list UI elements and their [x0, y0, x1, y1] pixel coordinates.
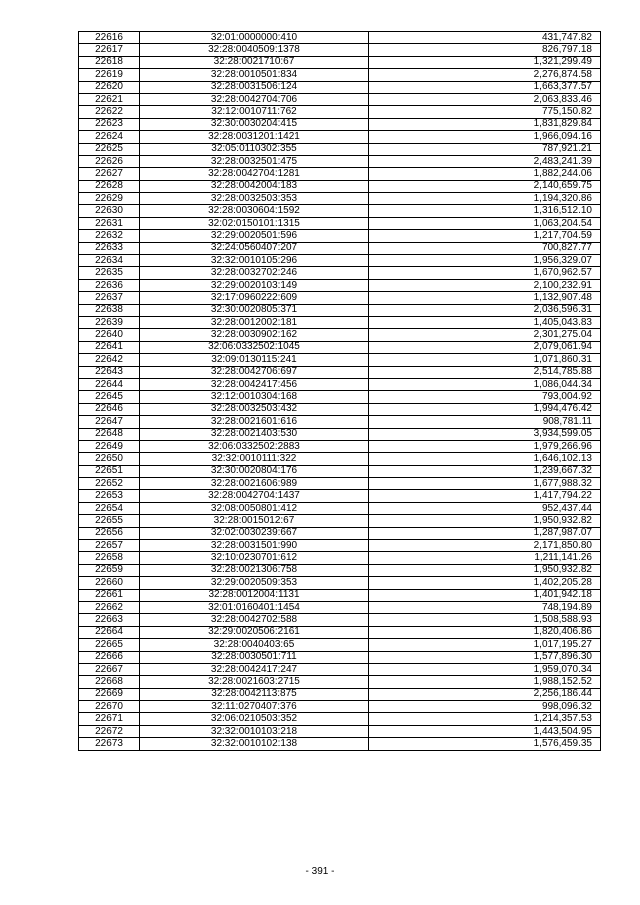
- row-number-cell: 22657: [79, 540, 140, 552]
- table-row: [79, 304, 601, 316]
- row-number-cell: 22646: [79, 403, 140, 415]
- cadastral-number-cell: 32:28:0032702:246: [140, 267, 369, 279]
- table-row: [79, 267, 601, 279]
- cadastral-number-cell: 32:28:0040509:1378: [140, 44, 369, 56]
- table-row: [79, 626, 601, 638]
- value-cell: 1,217,704.59: [369, 230, 601, 242]
- row-number-cell: 22647: [79, 416, 140, 428]
- value-cell: 748,194.89: [369, 601, 601, 613]
- cadastral-number-cell: 32:28:0031201:1421: [140, 131, 369, 143]
- cadastral-number-cell: 32:28:0042004:183: [140, 180, 369, 192]
- row-number-cell: 22649: [79, 440, 140, 452]
- row-number-cell: 22673: [79, 738, 140, 750]
- cadastral-number-cell: 32:02:0150101:1315: [140, 217, 369, 229]
- value-cell: 793,004.92: [369, 391, 601, 403]
- table-row: [79, 564, 601, 576]
- table-row: [79, 316, 601, 328]
- table-row: [79, 391, 601, 403]
- row-number-cell: 22622: [79, 106, 140, 118]
- table-row: [79, 403, 601, 415]
- row-number-cell: 22663: [79, 614, 140, 626]
- value-cell: 1,132,907.48: [369, 292, 601, 304]
- row-number-cell: 22641: [79, 341, 140, 353]
- cadastral-number-cell: 32:32:0010111:322: [140, 453, 369, 465]
- table-row: [79, 688, 601, 700]
- table-row: [79, 242, 601, 254]
- cadastral-number-cell: 32:30:0020805:371: [140, 304, 369, 316]
- cadastral-number-cell: 32:01:0160401:1454: [140, 601, 369, 613]
- value-cell: 1,577,896.30: [369, 651, 601, 663]
- row-number-cell: 22634: [79, 255, 140, 267]
- table-row: [79, 180, 601, 192]
- row-number-cell: 22628: [79, 180, 140, 192]
- value-cell: 3,934,599.05: [369, 428, 601, 440]
- table-row: [79, 701, 601, 713]
- cadastral-number-cell: 32:28:0021603:2715: [140, 676, 369, 688]
- cadastral-number-cell: 32:28:0021403:530: [140, 428, 369, 440]
- table-row: [79, 341, 601, 353]
- cadastral-number-cell: 32:28:0042704:1281: [140, 168, 369, 180]
- table-row: [79, 354, 601, 366]
- row-number-cell: 22623: [79, 118, 140, 130]
- value-cell: 1,950,932.82: [369, 515, 601, 527]
- table-row: [79, 81, 601, 93]
- value-cell: 1,959,070.34: [369, 663, 601, 675]
- row-number-cell: 22658: [79, 552, 140, 564]
- value-cell: 2,100,232.91: [369, 279, 601, 291]
- row-number-cell: 22643: [79, 366, 140, 378]
- value-cell: 1,017,195.27: [369, 639, 601, 651]
- cadastral-number-cell: 32:28:0040403:65: [140, 639, 369, 651]
- value-cell: 2,036,596.31: [369, 304, 601, 316]
- row-number-cell: 22629: [79, 193, 140, 205]
- table-row: [79, 155, 601, 167]
- value-cell: 1,214,357.53: [369, 713, 601, 725]
- cadastral-number-cell: 32:28:0021606:989: [140, 478, 369, 490]
- cadastral-number-cell: 32:32:0010103:218: [140, 725, 369, 737]
- cadastral-number-cell: 32:28:0042704:1437: [140, 490, 369, 502]
- value-cell: 1,576,459.35: [369, 738, 601, 750]
- table-row: [79, 292, 601, 304]
- row-number-cell: 22652: [79, 478, 140, 490]
- row-number-cell: 22651: [79, 465, 140, 477]
- page-number: - 391 -: [305, 866, 335, 877]
- row-number-cell: 22640: [79, 329, 140, 341]
- cadastral-number-cell: 32:17:0960222:609: [140, 292, 369, 304]
- row-number-cell: 22627: [79, 168, 140, 180]
- table-row: [79, 540, 601, 552]
- table-row: [79, 738, 601, 750]
- cadastral-number-cell: 32:08:0050801:412: [140, 502, 369, 514]
- cadastral-number-cell: 32:30:0020804:176: [140, 465, 369, 477]
- row-number-cell: 22654: [79, 502, 140, 514]
- table-row: [79, 32, 601, 44]
- cadastral-number-cell: 32:28:0042417:247: [140, 663, 369, 675]
- row-number-cell: 22671: [79, 713, 140, 725]
- table-row: [79, 589, 601, 601]
- cadastral-number-cell: 32:28:0030902:162: [140, 329, 369, 341]
- cadastral-number-cell: 32:12:0010711:762: [140, 106, 369, 118]
- row-number-cell: 22667: [79, 663, 140, 675]
- row-number-cell: 22656: [79, 527, 140, 539]
- table-row: [79, 478, 601, 490]
- cadastral-number-cell: 32:28:0030604:1592: [140, 205, 369, 217]
- cadastral-number-cell: 32:32:0010102:138: [140, 738, 369, 750]
- row-number-cell: 22637: [79, 292, 140, 304]
- row-number-cell: 22626: [79, 155, 140, 167]
- table-row: [79, 279, 601, 291]
- cadastral-number-cell: 32:28:0031501:990: [140, 540, 369, 552]
- table-row: [79, 106, 601, 118]
- table-row: [79, 143, 601, 155]
- row-number-cell: 22660: [79, 577, 140, 589]
- value-cell: 1,670,962.57: [369, 267, 601, 279]
- table-row: [79, 416, 601, 428]
- table-row: [79, 577, 601, 589]
- value-cell: 1,417,794.22: [369, 490, 601, 502]
- table-row: [79, 69, 601, 81]
- value-cell: 2,276,874.58: [369, 69, 601, 81]
- row-number-cell: 22659: [79, 564, 140, 576]
- value-cell: 1,831,829.84: [369, 118, 601, 130]
- cadastral-number-cell: 32:05:0110302:355: [140, 143, 369, 155]
- table-row: [79, 601, 601, 613]
- table-row: [79, 230, 601, 242]
- cadastral-number-cell: 32:28:0021306:758: [140, 564, 369, 576]
- cadastral-number-cell: 32:28:0021601:616: [140, 416, 369, 428]
- table-row: [79, 131, 601, 143]
- table-row: [79, 490, 601, 502]
- cadastral-number-cell: 32:11:0270407:376: [140, 701, 369, 713]
- value-cell: 700,827.77: [369, 242, 601, 254]
- value-cell: 2,171,850.80: [369, 540, 601, 552]
- value-cell: 1,194,320.86: [369, 193, 601, 205]
- table-row: [79, 465, 601, 477]
- table-row: [79, 651, 601, 663]
- value-cell: 1,646,102.13: [369, 453, 601, 465]
- table-row: [79, 93, 601, 105]
- cadastral-number-cell: 32:24:0560407:207: [140, 242, 369, 254]
- table-row: [79, 440, 601, 452]
- table-row: [79, 255, 601, 267]
- table-row: [79, 713, 601, 725]
- table-row: [79, 527, 601, 539]
- cadastral-number-cell: 32:32:0010105:296: [140, 255, 369, 267]
- table-row: [79, 217, 601, 229]
- value-cell: 2,483,241.39: [369, 155, 601, 167]
- row-number-cell: 22632: [79, 230, 140, 242]
- table-body: [79, 32, 601, 751]
- value-cell: 2,079,061.94: [369, 341, 601, 353]
- value-cell: 1,677,988.32: [369, 478, 601, 490]
- value-cell: 1,663,377.57: [369, 81, 601, 93]
- cadastral-number-cell: 32:12:0010304:168: [140, 391, 369, 403]
- cadastral-number-cell: 32:30:0030204:415: [140, 118, 369, 130]
- value-cell: 1,882,244.06: [369, 168, 601, 180]
- table-row: [79, 205, 601, 217]
- value-cell: 998,096.32: [369, 701, 601, 713]
- row-number-cell: 22655: [79, 515, 140, 527]
- cadastral-number-cell: 32:29:0020506:2161: [140, 626, 369, 638]
- table-row: [79, 366, 601, 378]
- cadastral-number-cell: 32:28:0042702:588: [140, 614, 369, 626]
- row-number-cell: 22644: [79, 378, 140, 390]
- value-cell: 2,514,785.88: [369, 366, 601, 378]
- value-cell: 1,988,152.52: [369, 676, 601, 688]
- value-cell: 431,747.82: [369, 32, 601, 44]
- value-cell: 2,063,833.46: [369, 93, 601, 105]
- cadastral-number-cell: 32:29:0020509:353: [140, 577, 369, 589]
- row-number-cell: 22635: [79, 267, 140, 279]
- value-cell: 1,316,512.10: [369, 205, 601, 217]
- table-row: [79, 663, 601, 675]
- value-cell: 1,508,588.93: [369, 614, 601, 626]
- cadastral-number-cell: 32:28:0012004:1131: [140, 589, 369, 601]
- cadastral-number-cell: 32:29:0020103:149: [140, 279, 369, 291]
- cadastral-number-cell: 32:06:0332502:2883: [140, 440, 369, 452]
- table-row: [79, 639, 601, 651]
- row-number-cell: 22650: [79, 453, 140, 465]
- table-row: [79, 193, 601, 205]
- row-number-cell: 22616: [79, 32, 140, 44]
- value-cell: 2,140,659.75: [369, 180, 601, 192]
- cadastral-number-cell: 32:28:0021710:67: [140, 56, 369, 68]
- cadastral-number-cell: 32:28:0042113:875: [140, 688, 369, 700]
- cadastral-number-cell: 32:28:0042706:697: [140, 366, 369, 378]
- row-number-cell: 22668: [79, 676, 140, 688]
- row-number-cell: 22638: [79, 304, 140, 316]
- cadastral-number-cell: 32:28:0032501:475: [140, 155, 369, 167]
- row-number-cell: 22621: [79, 93, 140, 105]
- table-row: [79, 453, 601, 465]
- value-cell: 1,321,299.49: [369, 56, 601, 68]
- row-number-cell: 22648: [79, 428, 140, 440]
- row-number-cell: 22617: [79, 44, 140, 56]
- row-number-cell: 22642: [79, 354, 140, 366]
- row-number-cell: 22633: [79, 242, 140, 254]
- cadastral-number-cell: 32:28:0015012:67: [140, 515, 369, 527]
- row-number-cell: 22631: [79, 217, 140, 229]
- table-row: [79, 329, 601, 341]
- row-number-cell: 22669: [79, 688, 140, 700]
- value-cell: 1,239,667.32: [369, 465, 601, 477]
- row-number-cell: 22665: [79, 639, 140, 651]
- table-row: [79, 118, 601, 130]
- table-row: [79, 428, 601, 440]
- value-cell: 1,287,987.07: [369, 527, 601, 539]
- row-number-cell: 22664: [79, 626, 140, 638]
- value-cell: 1,063,204.54: [369, 217, 601, 229]
- value-cell: 1,443,504.95: [369, 725, 601, 737]
- row-number-cell: 22620: [79, 81, 140, 93]
- cadastral-value-table: [78, 31, 601, 751]
- value-cell: 1,979,266.96: [369, 440, 601, 452]
- cadastral-number-cell: 32:28:0032503:353: [140, 193, 369, 205]
- value-cell: 1,401,942.18: [369, 589, 601, 601]
- value-cell: 826,797.18: [369, 44, 601, 56]
- value-cell: 1,950,932.82: [369, 564, 601, 576]
- table-row: [79, 168, 601, 180]
- cadastral-number-cell: 32:28:0042417:456: [140, 378, 369, 390]
- cadastral-number-cell: 32:01:0000000:410: [140, 32, 369, 44]
- row-number-cell: 22630: [79, 205, 140, 217]
- table-row: [79, 515, 601, 527]
- row-number-cell: 22653: [79, 490, 140, 502]
- row-number-cell: 22625: [79, 143, 140, 155]
- row-number-cell: 22639: [79, 316, 140, 328]
- value-cell: 952,437.44: [369, 502, 601, 514]
- cadastral-number-cell: 32:28:0012002:181: [140, 316, 369, 328]
- table-row: [79, 676, 601, 688]
- cadastral-number-cell: 32:28:0010501:834: [140, 69, 369, 81]
- value-cell: 775,150.82: [369, 106, 601, 118]
- value-cell: 1,086,044.34: [369, 378, 601, 390]
- row-number-cell: 22662: [79, 601, 140, 613]
- table-row: [79, 725, 601, 737]
- table-row: [79, 552, 601, 564]
- row-number-cell: 22645: [79, 391, 140, 403]
- row-number-cell: 22624: [79, 131, 140, 143]
- value-cell: 1,402,205.28: [369, 577, 601, 589]
- table-row: [79, 378, 601, 390]
- cadastral-number-cell: 32:28:0032503:432: [140, 403, 369, 415]
- cadastral-number-cell: 32:28:0030501:711: [140, 651, 369, 663]
- row-number-cell: 22636: [79, 279, 140, 291]
- value-cell: 1,071,860.31: [369, 354, 601, 366]
- table-row: [79, 56, 601, 68]
- row-number-cell: 22670: [79, 701, 140, 713]
- cadastral-number-cell: 32:02:0030239:667: [140, 527, 369, 539]
- cadastral-number-cell: 32:06:0210503:352: [140, 713, 369, 725]
- cadastral-number-cell: 32:09:0130115:241: [140, 354, 369, 366]
- value-cell: 1,211,141.26: [369, 552, 601, 564]
- cadastral-number-cell: 32:28:0042704:706: [140, 93, 369, 105]
- value-cell: 1,820,406.86: [369, 626, 601, 638]
- row-number-cell: 22661: [79, 589, 140, 601]
- cadastral-number-cell: 32:28:0031506:124: [140, 81, 369, 93]
- value-cell: 1,966,094.16: [369, 131, 601, 143]
- value-cell: 1,956,329.07: [369, 255, 601, 267]
- cadastral-number-cell: 32:29:0020501:596: [140, 230, 369, 242]
- table-row: [79, 44, 601, 56]
- value-cell: 1,405,043.83: [369, 316, 601, 328]
- value-cell: 2,256,186.44: [369, 688, 601, 700]
- row-number-cell: 22666: [79, 651, 140, 663]
- cadastral-number-cell: 32:06:0332502:1045: [140, 341, 369, 353]
- value-cell: 787,921.21: [369, 143, 601, 155]
- row-number-cell: 22618: [79, 56, 140, 68]
- table-row: [79, 502, 601, 514]
- value-cell: 908,781.11: [369, 416, 601, 428]
- cadastral-number-cell: 32:10:0230701:612: [140, 552, 369, 564]
- table-row: [79, 614, 601, 626]
- value-cell: 1,994,476.42: [369, 403, 601, 415]
- row-number-cell: 22672: [79, 725, 140, 737]
- row-number-cell: 22619: [79, 69, 140, 81]
- value-cell: 2,301,275.04: [369, 329, 601, 341]
